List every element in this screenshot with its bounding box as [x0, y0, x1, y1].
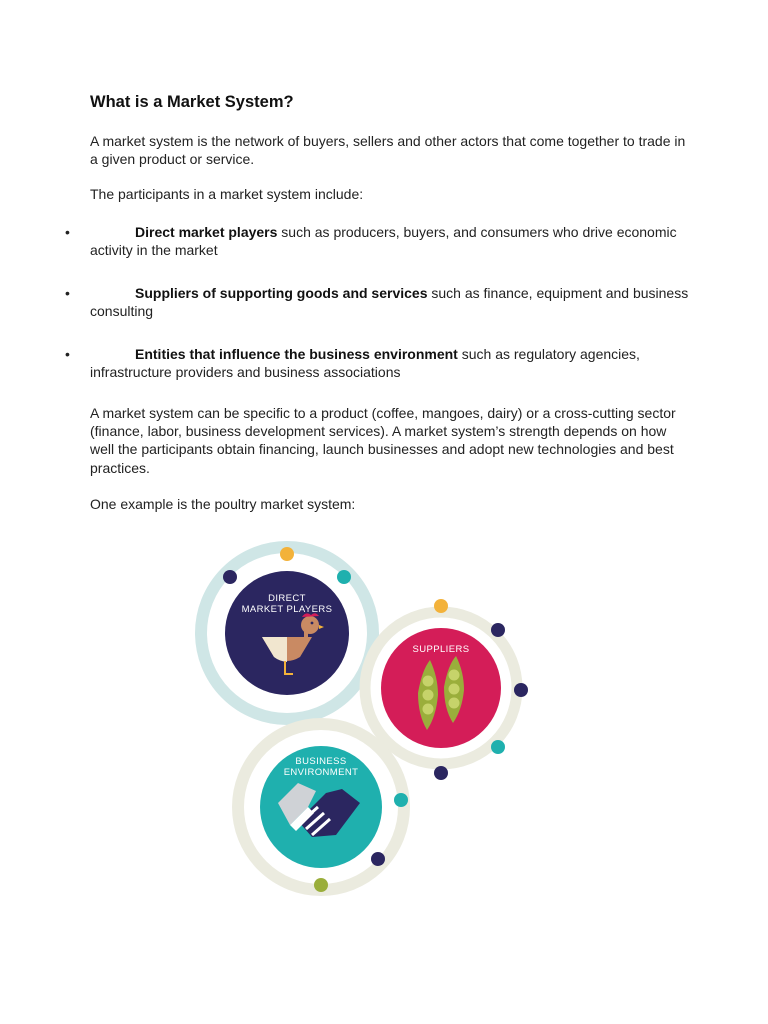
list-item — [65, 345, 690, 381]
store-icon — [434, 599, 448, 613]
list-item-term: Direct market players — [135, 224, 278, 240]
bowl-icon — [223, 570, 237, 584]
list-item-term: Suppliers of supporting goods and services — [135, 285, 428, 301]
list-item — [65, 284, 690, 320]
egg-icon — [280, 547, 294, 561]
list-item-description: such as regulatory agencies, infrastructure providers and business associations — [90, 346, 640, 381]
direct-market-players-circle — [225, 571, 349, 695]
list-item-term: Entities that influence the business environment — [135, 346, 458, 362]
building-icon — [371, 852, 385, 866]
grain-icon — [491, 623, 505, 637]
direct-label-line2: MARKET PLAYERS — [241, 604, 333, 615]
suppliers-label: SUPPLIERS — [412, 644, 470, 655]
bullet-icon: • — [65, 346, 70, 362]
truck-icon — [314, 878, 328, 892]
cooking-pot-icon — [514, 683, 528, 697]
battery-icon — [394, 793, 408, 807]
business-label-line1: BUSINESS — [295, 756, 347, 767]
detail-paragraph: A market system can be specific to a product (coffee, mangoes, dairy) or a cross-cutting sector (finance, labor, business development services). A market system’s strength depends on how well the participants obtain financing, launch businesses and adopt new technologies and best practices. — [90, 405, 676, 476]
plant-icon — [491, 740, 505, 754]
phone-icon — [434, 766, 448, 780]
market-system-diagram — [190, 535, 550, 900]
intro-paragraph: A market system is the network of buyers, sellers and other actors that come together to trade in a given product or service. — [90, 133, 686, 168]
page-title: What is a Market System? — [90, 93, 294, 111]
list-item — [65, 223, 690, 259]
business-label-line2: ENVIRONMENT — [283, 767, 359, 778]
bullet-icon: • — [65, 224, 70, 240]
list-item-description: such as finance, equipment and business consulting — [90, 285, 689, 320]
bullet-icon: • — [65, 285, 70, 301]
list-item-description: such as producers, buyers, and consumers who drive economic activity in the market — [90, 224, 677, 259]
participants-intro: The participants in a market system include: — [90, 186, 364, 202]
example-intro: One example is the poultry market system: — [90, 496, 356, 512]
drop-icon — [337, 570, 351, 584]
direct-label-line1: DIRECT — [268, 593, 306, 604]
